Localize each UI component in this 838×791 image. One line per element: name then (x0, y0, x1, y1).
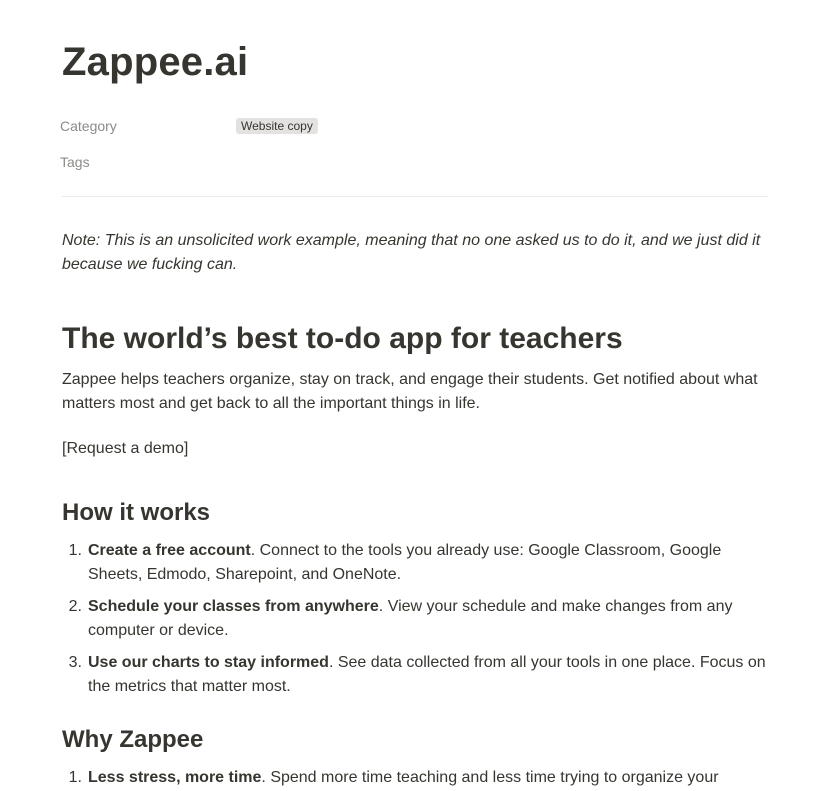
list-number: 2. (68, 598, 82, 615)
list-item-text: . See data collected from all your tools in one place. Focus on the metrics that matter most. (88, 654, 766, 695)
list-item (62, 766, 774, 790)
list-item-bold: Create a free account (88, 542, 251, 559)
list-number: 1. (68, 542, 82, 559)
why-zappee-list (62, 766, 774, 791)
request-demo-text: [Request a demo] (62, 440, 189, 457)
divider (62, 196, 768, 197)
why-zappee-heading: Why Zappee (62, 726, 204, 753)
how-it-works-list (62, 539, 774, 707)
list-item-bold: Less stress, more time (88, 769, 262, 786)
list-item (62, 595, 774, 643)
list-item-text: . Connect to the tools you already use: Google Classroom, Google Sheets, Edmodo, Sharepoint, and OneNote. (88, 542, 722, 583)
list-item-text: . Spend more time teaching and less time trying to organize your (261, 769, 719, 786)
list-item-bold: Use our charts to stay informed (88, 654, 329, 671)
hero-paragraph: Zappee helps teachers organize, stay on track, and engage their students. Get notified about what matters most and get back to all the important things in life. (62, 371, 758, 412)
list-item-text: . View your schedule and make changes from any computer or device. (88, 598, 733, 639)
how-it-works-heading: How it works (62, 499, 211, 526)
category-tag[interactable]: Website copy (236, 118, 318, 134)
property-category (60, 115, 318, 137)
category-label: Category (60, 118, 117, 134)
page-title: Zappee.ai (62, 40, 249, 84)
list-number: 3. (68, 654, 82, 671)
tags-label: Tags (60, 154, 90, 170)
list-item (62, 539, 774, 587)
list-item-bold: Schedule your classes from anywhere (88, 598, 379, 615)
property-tags (60, 151, 236, 173)
list-item (62, 651, 774, 699)
list-number: 1. (68, 769, 82, 786)
hero-heading: The world’s best to-do app for teachers (62, 322, 623, 355)
note-text: Note: This is an unsolicited work example, meaning that no one asked us to do it, and we just did it because we fucking can. (62, 232, 761, 273)
